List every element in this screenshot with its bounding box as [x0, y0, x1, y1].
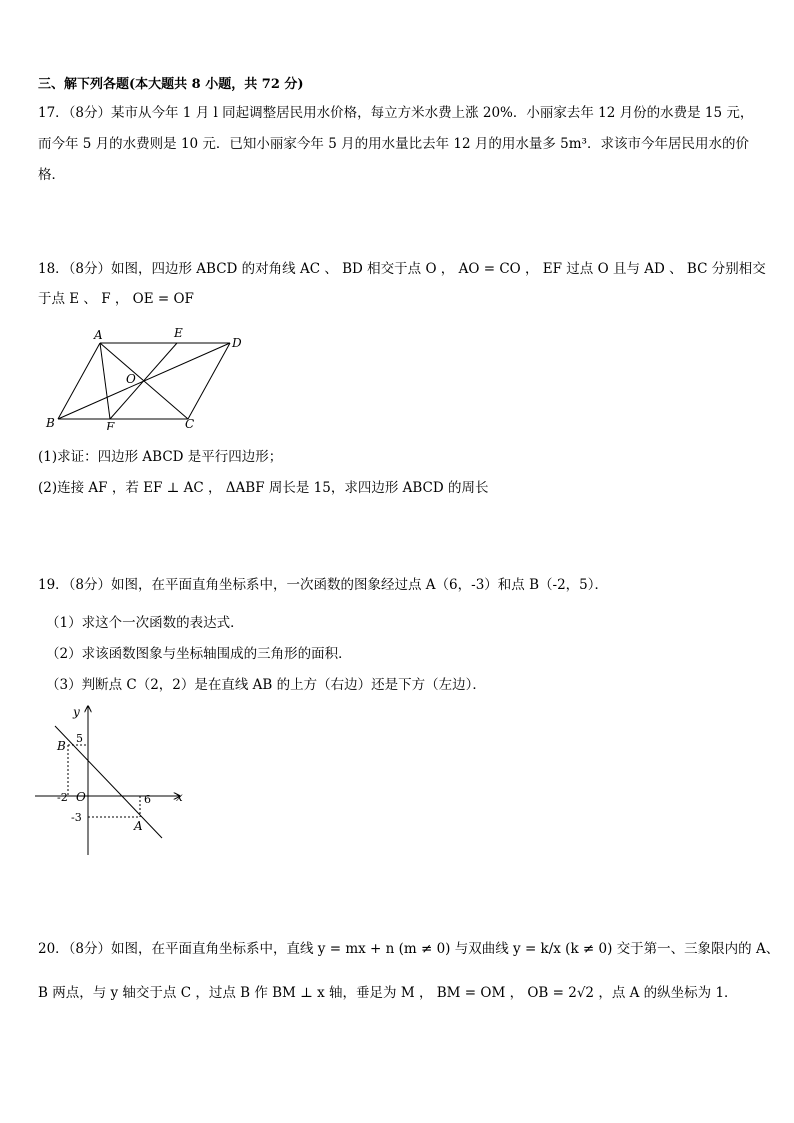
fig19-label-O: O	[76, 790, 86, 804]
q19-part3: （3）判断点 C（2，2）是在直线 AB 的上方（右边）还是下方（左边）．	[46, 677, 486, 693]
q19-part1: （1）求这个一次函数的表达式．	[46, 615, 244, 631]
q18-part2: (2)连接 AF ，若 EF ⊥ AC ， ΔABF 周长是 15，求四边形 ABCD 的周长	[38, 480, 489, 496]
fig18-label-F: F	[106, 420, 115, 430]
q18-line1: 18．（8分）如图，四边形 ABCD 的对角线 AC 、 BD 相交于点 O ， AO = CO ， EF 过点 O 且与 AD 、 BC 分别相交	[38, 261, 766, 277]
q17-line1: 17．（8分）某市从今年 1 月 l 同起调整居民用水价格，每立方米水费上涨 20%．小丽家去年 12 月份的水费是 15 元，	[38, 105, 754, 121]
fig18-label-O: O	[126, 372, 136, 386]
fig18-label-D: D	[232, 336, 242, 350]
section-heading: 三、解下列各题(本大题共 8 小题，共 72 分)	[38, 77, 304, 92]
q20-line2: B 两点，与 y 轴交于点 C ，过点 B 作 BM ⊥ x 轴，垂足为 M ， BM = OM ， OB = 2√2 ，点 A 的纵坐标为 1．	[38, 985, 738, 1001]
q17-line2: 而今年 5 月的水费则是 10 元．已知小丽家今年 5 月的用水量比去年 12 月的用水量多 5m³．求该市今年居民用水的价	[38, 136, 749, 152]
fig19-label-6: 6	[144, 793, 151, 806]
q18-line2: 于点 E 、 F ， OE = OF	[38, 291, 194, 307]
coordinate-figure	[30, 700, 190, 860]
fig19-label-5: 5	[76, 732, 83, 745]
fig18-label-C: C	[185, 417, 195, 430]
parallelogram-figure	[40, 325, 270, 430]
fig19-label-neg3: -3	[71, 811, 82, 824]
fig18-label-E: E	[174, 326, 183, 340]
fig19-label-B: B	[57, 739, 66, 753]
fig19-label-x: x	[176, 790, 183, 804]
q17-line3: 格．	[38, 167, 65, 183]
fig18-label-B: B	[46, 416, 55, 430]
fig19-label-neg2: -2	[57, 791, 68, 804]
fig19-label-A: A	[134, 819, 143, 833]
q19-part2: （2）求该函数图象与坐标轴围成的三角形的面积．	[46, 646, 352, 662]
q20-line1: 20．（8分）如图，在平面直角坐标系中，直线 y = mx + n (m ≠ 0) 与双曲线 y = k/x (k ≠ 0) 交于第一、三象限内的 A、	[38, 941, 780, 957]
fig18-label-A: A	[94, 328, 103, 342]
q19-line1: 19．（8分）如图，在平面直角坐标系中，一次函数的图象经过点 A（6，-3）和点 B（-2，5）．	[38, 577, 608, 593]
q18-part1: (1)求证：四边形 ABCD 是平行四边形；	[38, 449, 283, 465]
fig19-label-y: y	[73, 705, 80, 719]
